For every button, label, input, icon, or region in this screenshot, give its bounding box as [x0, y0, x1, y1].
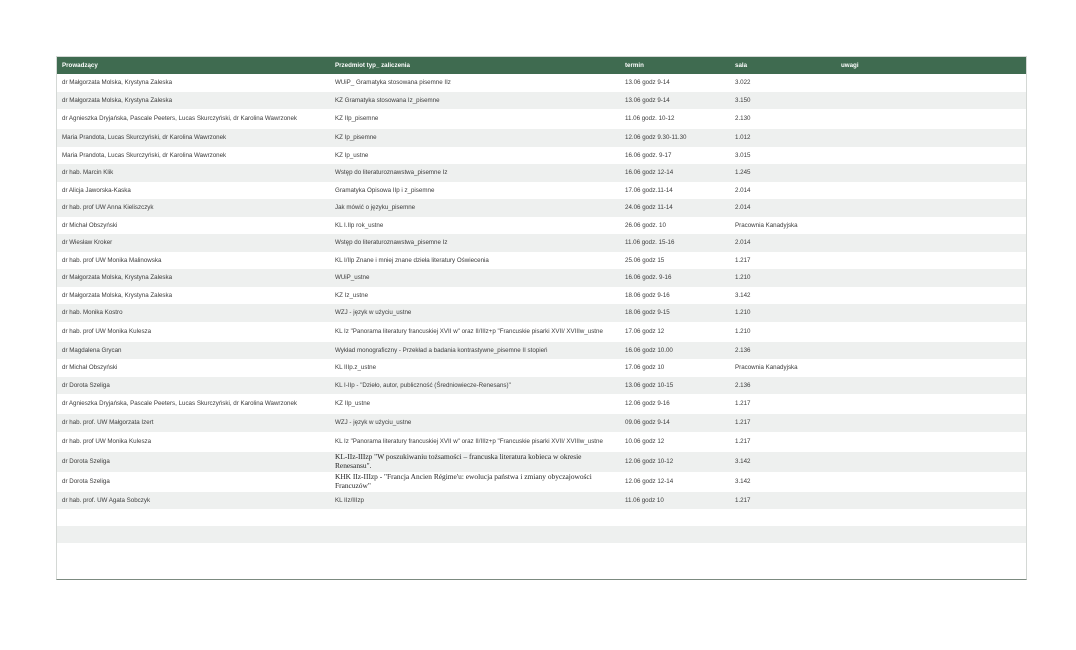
empty-cell[interactable]: [730, 526, 836, 543]
cell-notes[interactable]: [836, 342, 1026, 360]
cell-notes[interactable]: [836, 287, 1026, 305]
cell-instructor[interactable]: dr Magdalena Grycan: [57, 342, 330, 360]
cell-date[interactable]: 24.06 godz 11-14: [620, 199, 730, 217]
cell-room[interactable]: 2.136: [730, 342, 836, 360]
cell-notes[interactable]: [836, 452, 1026, 472]
cell-date[interactable]: 11.06 godz. 15-16: [620, 234, 730, 252]
empty-cell[interactable]: [57, 526, 330, 543]
cell-room[interactable]: 1.217: [735, 400, 751, 408]
cell-date[interactable]: 13.06 godz 9-14: [620, 92, 730, 110]
cell-subject[interactable]: KL Iz "Panorama literatury francuskiej XVII w" oraz II/IIIz+p "Francuskie pisarki XVII/ XVIIIw_ustne: [335, 327, 603, 335]
cell-instructor[interactable]: dr hab. prof. UW Agata Sobczyk: [57, 492, 330, 510]
table-row: [57, 304, 1026, 322]
cell-instructor[interactable]: dr Dorota Szeliga: [57, 452, 330, 472]
cell-subject[interactable]: WZJ - język w użyciu_ustne: [330, 414, 620, 432]
table-row: [57, 492, 1026, 510]
cell-date[interactable]: 16.06 godz. 9-17: [625, 151, 672, 159]
cell-instructor[interactable]: dr Małgorzata Molska, Krystyna Zaleska: [62, 291, 173, 299]
cell-subject[interactable]: Jak mówić o języku_pisemne: [330, 199, 620, 217]
cell-room[interactable]: 3.015: [735, 151, 751, 159]
cell-notes[interactable]: [836, 182, 1026, 200]
cell-notes[interactable]: [836, 147, 1026, 165]
empty-row: [57, 509, 1026, 526]
cell-room[interactable]: Pracownia Kanadyjska: [735, 221, 798, 229]
cell-room[interactable]: 1.012: [730, 129, 836, 147]
empty-cell[interactable]: [57, 509, 330, 526]
cell-instructor[interactable]: dr hab. prof. UW Małgorzata Izert: [57, 414, 330, 432]
cell-date[interactable]: 16.06 godz 12-14: [620, 164, 730, 182]
table-row: [57, 234, 1026, 252]
cell-instructor[interactable]: dr Małgorzata Molska, Krystyna Zaleska: [62, 79, 173, 87]
cell-notes[interactable]: [836, 74, 1026, 92]
cell-instructor[interactable]: dr Dorota Szeliga: [62, 477, 110, 485]
cell-subject[interactable]: KZ IIp_ustne: [335, 400, 371, 408]
cell-date[interactable]: 18.06 godz 9-15: [620, 304, 730, 322]
empty-cell[interactable]: [57, 543, 330, 560]
cell-subject[interactable]: KZ Ip_pisemne: [330, 129, 620, 147]
empty-cell[interactable]: [730, 543, 836, 560]
table-row: [57, 359, 1026, 377]
cell-room[interactable]: 2.014: [730, 234, 836, 252]
cell-instructor[interactable]: Maria Prandota, Lucas Skurczyński, dr Karolina Wawrzonek: [62, 151, 227, 159]
cell-notes[interactable]: [836, 472, 1026, 492]
cell-room[interactable]: 3.142: [730, 452, 836, 472]
table-row: [57, 322, 1026, 342]
cell-date[interactable]: 17.06 godz 12: [625, 327, 665, 335]
cell-room[interactable]: 1.210: [730, 269, 836, 287]
header-date[interactable]: termin: [620, 57, 730, 74]
cell-subject[interactable]: KL IIIp.z_ustne: [335, 364, 377, 372]
table-row: [57, 217, 1026, 235]
empty-row: [57, 526, 1026, 543]
header-row: [57, 57, 1026, 74]
cell-subject[interactable]: KHK IIz-IIIzp - "Francja Ancien Régime'u: ewolucja państwa i zmiany obyczajowości Francuzów": [335, 472, 592, 490]
cell-room[interactable]: Pracownia Kanadyjska: [735, 364, 798, 372]
empty-cell[interactable]: [620, 509, 730, 526]
cell-room[interactable]: 2.136: [730, 377, 836, 395]
cell-instructor[interactable]: dr Agnieszka Dryjańska, Pascale Peeters, Lucas Skurczyński, dr Karolina Wawrzonek: [62, 400, 297, 408]
cell-subject[interactable]: Gramatyka Opisowa IIp i z_pisemne: [335, 186, 435, 194]
cell-notes[interactable]: [836, 414, 1026, 432]
cell-date[interactable]: 10.06 godz 12: [625, 437, 665, 445]
cell-room[interactable]: 2.014: [730, 199, 836, 217]
header-room[interactable]: sala: [730, 57, 836, 74]
cell-notes[interactable]: [836, 217, 1026, 235]
cell-instructor[interactable]: Maria Prandota, Lucas Skurczyński, dr Karolina Wawrzonek: [57, 129, 330, 147]
table-row: [57, 452, 1026, 472]
table-row: [57, 377, 1026, 395]
table-row: [57, 129, 1026, 147]
cell-subject[interactable]: KL I.IIp rok_ustne: [335, 221, 384, 229]
empty-cell[interactable]: [620, 526, 730, 543]
cell-room[interactable]: 1.210: [730, 304, 836, 322]
cell-room[interactable]: 3.142: [735, 477, 751, 485]
table-row: [57, 472, 1026, 492]
cell-notes[interactable]: [836, 92, 1026, 110]
cell-instructor[interactable]: dr hab. prof UW Anna Kieliszczyk: [57, 199, 330, 217]
cell-date[interactable]: 25.06 godz 15: [625, 256, 665, 264]
header-notes[interactable]: uwagi: [836, 57, 1026, 74]
cell-instructor[interactable]: dr Wiesław Kroker: [57, 234, 330, 252]
empty-cell[interactable]: [836, 509, 1026, 526]
cell-date[interactable]: 17.06 godz.11-14: [625, 186, 673, 194]
cell-notes[interactable]: [836, 359, 1026, 377]
cell-subject[interactable]: KL I-IIp - "Dzieło, autor, publiczność (Średniowiecze-Renesans)": [330, 377, 620, 395]
cell-room[interactable]: 1.217: [730, 492, 836, 510]
cell-instructor[interactable]: dr Dorota Szeliga: [57, 377, 330, 395]
cell-notes[interactable]: [836, 432, 1026, 452]
empty-cell[interactable]: [330, 526, 620, 543]
table-row: [57, 92, 1026, 110]
cell-subject[interactable]: Wstęp do literaturoznawstwa_pisemne Iz: [330, 234, 620, 252]
table-row: [57, 164, 1026, 182]
table-row: [57, 287, 1026, 305]
cell-notes[interactable]: [836, 252, 1026, 270]
cell-notes[interactable]: [836, 377, 1026, 395]
cell-date[interactable]: 11.06 godz. 10-12: [625, 115, 675, 123]
cell-instructor[interactable]: dr Agnieszka Dryjańska, Pascale Peeters, Lucas Skurczyński, dr Karolina Wawrzonek: [62, 115, 297, 123]
cell-date[interactable]: 13.06 godz 10-15: [620, 377, 730, 395]
table-row: [57, 269, 1026, 287]
cell-subject[interactable]: Wykład monograficzny - Przekład a badania kontrastywne_pisemne II stopień: [330, 342, 620, 360]
cell-room[interactable]: 3.142: [735, 291, 751, 299]
cell-date[interactable]: 12.06 godz 12-14: [625, 477, 674, 485]
cell-subject[interactable]: KL IIz/IIIzp: [330, 492, 620, 510]
table-row: [57, 147, 1026, 165]
header-subject[interactable]: Przedmiot typ_ zaliczenia: [330, 57, 620, 74]
table-row: [57, 182, 1026, 200]
table-row: [57, 432, 1026, 452]
cell-instructor[interactable]: dr Michał Obszyński: [62, 364, 118, 372]
empty-cell[interactable]: [620, 543, 730, 560]
cell-subject[interactable]: KZ IIp_pisemne: [335, 115, 379, 123]
cell-notes[interactable]: [836, 394, 1026, 414]
cell-subject[interactable]: WUiP_ustne: [330, 269, 620, 287]
header-instructor[interactable]: Prowadzący: [57, 57, 330, 74]
cell-instructor[interactable]: dr hab. Marcin Klik: [57, 164, 330, 182]
cell-subject[interactable]: WZJ - język w użyciu_ustne: [330, 304, 620, 322]
cell-date[interactable]: 12.06 godz 9-16: [625, 400, 670, 408]
cell-subject[interactable]: KZ Gramatyka stosowana Iz_pisemne: [330, 92, 620, 110]
cell-notes[interactable]: [836, 234, 1026, 252]
empty-cell[interactable]: [330, 509, 620, 526]
cell-instructor[interactable]: dr hab. Monika Kostro: [57, 304, 330, 322]
exam-table: [57, 57, 1026, 560]
schedule-table: [56, 56, 1027, 580]
empty-cell[interactable]: [836, 543, 1026, 560]
cell-date[interactable]: 17.06 godz 10: [625, 364, 665, 372]
cell-date[interactable]: 12.06 godz 9.30-11.30: [620, 129, 730, 147]
cell-date[interactable]: 13.06 godz 9-14: [625, 79, 670, 87]
cell-instructor[interactable]: dr hab. prof UW Monika Kulesza: [62, 327, 152, 335]
cell-room[interactable]: 1.217: [735, 256, 751, 264]
cell-subject[interactable]: WUiP_ Gramatyka stosowana pisemne IIz: [335, 79, 451, 87]
cell-room[interactable]: 3.022: [735, 79, 751, 87]
cell-date[interactable]: 12.06 godz 10-12: [620, 452, 730, 472]
cell-room[interactable]: 2.014: [735, 186, 751, 194]
cell-room[interactable]: 2.130: [735, 115, 751, 123]
cell-subject[interactable]: KL-IIz-IIIzp "W poszukiwaniu tożsamości – francuska literatura kobieca w okresie Renesansu".: [330, 452, 620, 472]
cell-notes[interactable]: [836, 322, 1026, 342]
table-row: [57, 394, 1026, 414]
cell-room[interactable]: 1.217: [735, 437, 751, 445]
table-row: [57, 74, 1026, 92]
empty-row: [57, 543, 1026, 560]
cell-notes[interactable]: [836, 164, 1026, 182]
table-row: [57, 342, 1026, 360]
table-row: [57, 109, 1026, 129]
cell-instructor[interactable]: dr Małgorzata Molska, Krystyna Zaleska: [57, 269, 330, 287]
cell-subject[interactable]: KL I/IIp Znane i mniej znane dzieła literatury Oświecenia: [335, 256, 489, 264]
cell-instructor[interactable]: dr hab. prof UW Monika Kulesza: [62, 437, 152, 445]
cell-date[interactable]: 16.06 godz. 9-16: [620, 269, 730, 287]
cell-room[interactable]: 1.210: [735, 327, 751, 335]
cell-notes[interactable]: [836, 109, 1026, 129]
cell-date[interactable]: 26.06 godz. 10: [625, 221, 666, 229]
cell-instructor[interactable]: dr Alicja Jaworska-Kaska: [62, 186, 131, 194]
cell-room[interactable]: 3.150: [730, 92, 836, 110]
cell-date[interactable]: 18.06 godz 9-16: [625, 291, 670, 299]
cell-date[interactable]: 16.06 godz 10.00: [620, 342, 730, 360]
cell-notes[interactable]: [836, 492, 1026, 510]
cell-subject[interactable]: KZ Ip_ustne: [335, 151, 369, 159]
empty-cell[interactable]: [730, 509, 836, 526]
cell-date[interactable]: 09.06 godz 9-14: [620, 414, 730, 432]
cell-date[interactable]: 11.06 godz 10: [620, 492, 730, 510]
cell-subject[interactable]: KL Iz "Panorama literatury francuskiej XVII w" oraz II/IIIz+p "Francuskie pisarki XVII/ XVIIIw_ustne: [335, 437, 603, 445]
cell-notes[interactable]: [836, 269, 1026, 287]
cell-instructor[interactable]: dr Michał Obszyński: [62, 221, 118, 229]
table-row: [57, 252, 1026, 270]
cell-room[interactable]: 1.217: [730, 414, 836, 432]
table-row: [57, 414, 1026, 432]
table-row: [57, 199, 1026, 217]
cell-notes[interactable]: [836, 129, 1026, 147]
cell-notes[interactable]: [836, 304, 1026, 322]
cell-notes[interactable]: [836, 199, 1026, 217]
empty-cell[interactable]: [330, 543, 620, 560]
cell-subject[interactable]: Wstęp do literaturoznawstwa_pisemne Iz: [330, 164, 620, 182]
empty-cell[interactable]: [836, 526, 1026, 543]
cell-subject[interactable]: KZ Iz_ustne: [335, 291, 369, 299]
cell-room[interactable]: 1.245: [730, 164, 836, 182]
cell-instructor[interactable]: dr Małgorzata Molska, Krystyna Zaleska: [57, 92, 330, 110]
cell-instructor[interactable]: dr hab. prof UW Monika Malinowska: [62, 256, 162, 264]
